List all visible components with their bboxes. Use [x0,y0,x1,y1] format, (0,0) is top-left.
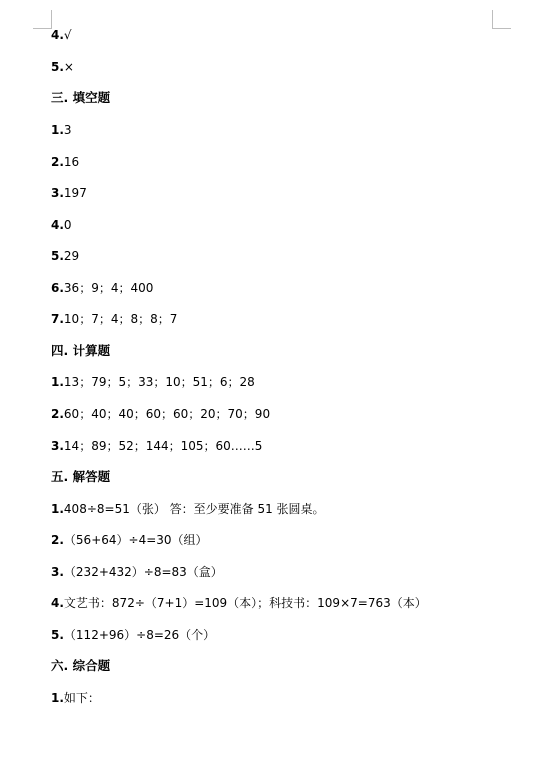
item-number: 5. [51,249,64,263]
answer-line [51,690,515,706]
answer-line [51,248,515,264]
item-text: 13；79；5；33；10；51；6；28 [63,375,255,389]
item-number: 6. [51,281,64,295]
answer-line [51,280,515,296]
item-number: 1. [51,502,64,516]
answer-line [51,532,515,548]
item-number: 5. [51,60,64,74]
answer-line [51,122,515,138]
answer-line [51,438,515,454]
item-number: 3. [51,186,64,200]
answer-line [51,59,515,75]
item-text: 3 [63,123,72,137]
answer-line [51,217,515,233]
item-number: 4. [51,28,64,42]
answer-line [51,501,515,517]
item-number: 5. [51,628,64,642]
item-text: √ [63,28,72,42]
item-number: 7. [51,312,64,326]
section-heading: 五. 解答题 [51,469,111,484]
section-heading: 六. 综合题 [51,658,111,673]
item-text: × [63,60,74,74]
item-number: 2. [51,533,64,547]
answer-line [51,627,515,643]
answer-line [51,185,515,201]
section-heading: 三. 填空题 [51,90,111,105]
item-number: 1. [51,691,64,705]
item-text: 60；40；40；60；60；20；70；90 [63,407,271,421]
item-text: 如下： [63,691,100,705]
page-corner-mark-left [33,10,52,29]
item-text: 10；7；4；8；8；7 [63,312,178,326]
item-number: 2. [51,155,64,169]
item-number: 4. [51,596,64,610]
item-text: （112+96）÷8=26（个） [63,628,216,642]
item-text: 197 [63,186,87,200]
item-text: （56+64）÷4=30（组） [63,533,208,547]
item-number: 3. [51,439,64,453]
item-number: 3. [51,565,64,579]
item-number: 1. [51,375,64,389]
section-heading: 四. 计算题 [51,343,111,358]
item-number: 1. [51,123,64,137]
answer-line [51,154,515,170]
answer-line [51,595,515,611]
item-text: 36；9；4；400 [63,281,154,295]
item-number: 2. [51,407,64,421]
item-text: 408÷8=51（张） 答：至少要准备 51 张圆桌。 [63,502,325,516]
item-text: 14；89；52；144；105；60……5 [63,439,263,453]
item-text: 0 [63,218,72,232]
answer-line [51,27,515,43]
item-text: （232+432）÷8=83（盒） [63,565,223,579]
item-number: 4. [51,218,64,232]
answer-line [51,564,515,580]
answer-line [51,311,515,327]
item-text: 文艺书：872÷（7+1）=109（本）；科技书：109×7=763（本） [63,596,427,610]
item-text: 16 [63,155,80,169]
item-text: 29 [63,249,80,263]
answer-line [51,406,515,422]
answer-line [51,374,515,390]
